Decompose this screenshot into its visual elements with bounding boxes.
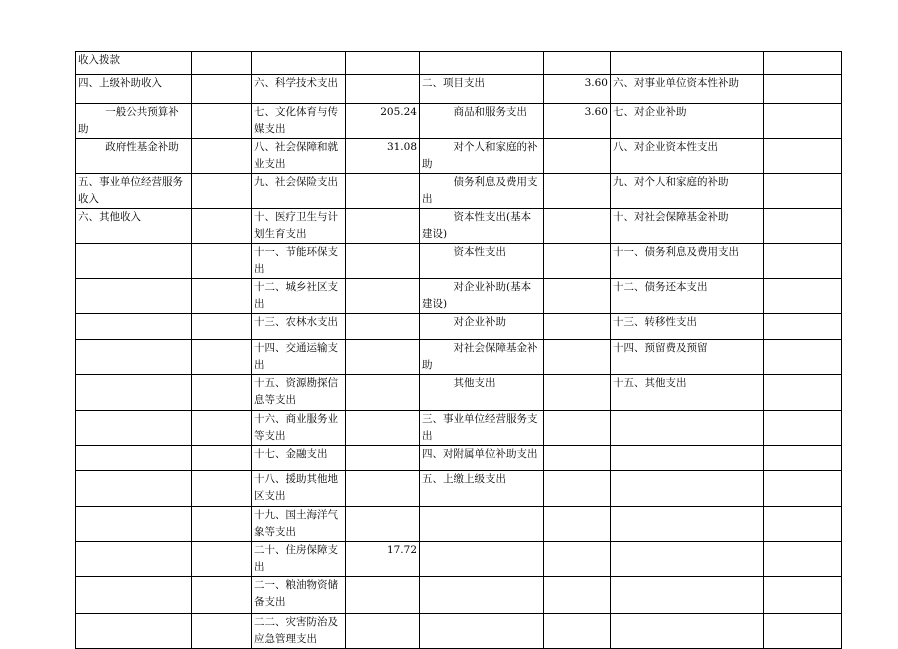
table-cell: 七、对企业补助 — [611, 104, 764, 139]
table-cell — [76, 244, 192, 279]
table-cell — [192, 411, 252, 446]
table-cell: 三、事业单位经营服务支出 — [420, 411, 544, 446]
table-cell — [764, 52, 842, 75]
table-cell — [192, 139, 252, 174]
table-cell — [544, 507, 611, 542]
table-cell: 十二、城乡社区支出 — [252, 279, 346, 314]
table-cell — [192, 375, 252, 411]
table-cell: 九、社会保险支出 — [252, 174, 346, 209]
table-cell: 资本性支出 — [420, 244, 544, 279]
table-cell — [544, 314, 611, 340]
table-cell: 十一、债务利息及费用支出 — [611, 244, 764, 279]
table-cell: 31.08 — [346, 139, 420, 174]
table-row — [76, 446, 842, 471]
table-cell: 二一、粮油物资储备支出 — [252, 577, 346, 614]
table-cell — [764, 411, 842, 446]
table-cell — [764, 614, 842, 649]
table-cell — [346, 507, 420, 542]
table-cell — [76, 279, 192, 314]
table-cell: 一般公共预算补助 — [76, 104, 192, 139]
table-cell — [544, 577, 611, 614]
table-row — [76, 471, 842, 507]
table-cell — [76, 446, 192, 471]
table-cell — [192, 52, 252, 75]
table-cell: 七、文化体育与传媒支出 — [252, 104, 346, 139]
table-row — [76, 542, 842, 577]
table-cell — [346, 614, 420, 649]
table-cell: 对个人和家庭的补助 — [420, 139, 544, 174]
table-cell — [346, 375, 420, 411]
table-cell: 十四、预留费及预留 — [611, 340, 764, 375]
table-cell: 收入拨款 — [76, 52, 192, 75]
table-cell — [252, 52, 346, 75]
table-cell — [764, 75, 842, 104]
table-cell — [192, 542, 252, 577]
table-cell — [346, 577, 420, 614]
table-cell — [764, 507, 842, 542]
table-cell: 205.24 — [346, 104, 420, 139]
table-row — [76, 340, 842, 375]
table-cell: 十八、援助其他地区支出 — [252, 471, 346, 507]
table-cell — [544, 471, 611, 507]
table-cell — [544, 174, 611, 209]
table-cell: 17.72 — [346, 542, 420, 577]
table-cell — [764, 244, 842, 279]
table-cell: 对社会保障基金补助 — [420, 340, 544, 375]
table-cell — [764, 577, 842, 614]
table-cell: 五、上缴上级支出 — [420, 471, 544, 507]
budget-table — [75, 51, 842, 649]
table-cell — [346, 244, 420, 279]
table-cell — [192, 75, 252, 104]
table-cell — [764, 139, 842, 174]
table-cell — [544, 375, 611, 411]
table-cell — [76, 542, 192, 577]
table-cell — [544, 244, 611, 279]
table-cell: 四、对附属单位补助支出 — [420, 446, 544, 471]
table-cell: 十、医疗卫生与计划生育支出 — [252, 209, 346, 244]
table-row — [76, 314, 842, 340]
table-cell: 十六、商业服务业等支出 — [252, 411, 346, 446]
table-cell — [544, 340, 611, 375]
table-row — [76, 174, 842, 209]
table-cell — [420, 577, 544, 614]
table-cell — [764, 314, 842, 340]
table-row — [76, 139, 842, 174]
table-cell — [192, 244, 252, 279]
table-cell: 八、对企业资本性支出 — [611, 139, 764, 174]
table-cell — [764, 375, 842, 411]
table-cell — [192, 104, 252, 139]
table-cell — [544, 411, 611, 446]
table-row — [76, 375, 842, 411]
table-cell — [76, 375, 192, 411]
table-cell: 政府性基金补助 — [76, 139, 192, 174]
table-cell — [76, 411, 192, 446]
table-cell — [346, 279, 420, 314]
table-cell: 十三、转移性支出 — [611, 314, 764, 340]
table-row — [76, 577, 842, 614]
table-row — [76, 507, 842, 542]
table-cell — [420, 52, 544, 75]
table-cell — [192, 314, 252, 340]
table-cell — [346, 471, 420, 507]
table-cell — [544, 279, 611, 314]
table-cell — [764, 542, 842, 577]
table-cell: 3.60 — [544, 75, 611, 104]
table-cell — [420, 542, 544, 577]
table-cell — [76, 340, 192, 375]
table-cell — [544, 614, 611, 649]
table-cell — [764, 279, 842, 314]
table-row — [76, 411, 842, 446]
table-cell — [192, 577, 252, 614]
table-cell: 四、上级补助收入 — [76, 75, 192, 104]
table-cell: 二二、灾害防治及应急管理支出 — [252, 614, 346, 649]
table-cell: 十四、交通运输支出 — [252, 340, 346, 375]
table-cell — [76, 471, 192, 507]
table-cell — [192, 279, 252, 314]
table-cell — [76, 577, 192, 614]
table-cell: 对企业补助 — [420, 314, 544, 340]
table-cell — [611, 471, 764, 507]
table-cell — [611, 542, 764, 577]
table-cell — [420, 614, 544, 649]
table-cell — [76, 314, 192, 340]
table-cell: 十七、金融支出 — [252, 446, 346, 471]
table-cell — [192, 209, 252, 244]
table-cell — [544, 446, 611, 471]
table-cell: 九、对个人和家庭的补助 — [611, 174, 764, 209]
table-cell — [420, 507, 544, 542]
table-cell: 3.60 — [544, 104, 611, 139]
table-cell: 六、其他收入 — [76, 209, 192, 244]
table-cell — [544, 209, 611, 244]
table-cell — [346, 174, 420, 209]
table-cell — [544, 139, 611, 174]
table-cell — [192, 340, 252, 375]
table-cell — [192, 471, 252, 507]
table-cell — [76, 507, 192, 542]
table-row — [76, 52, 842, 75]
table-cell — [544, 542, 611, 577]
table-cell — [611, 446, 764, 471]
table-cell — [544, 52, 611, 75]
table-cell: 商品和服务支出 — [420, 104, 544, 139]
table-cell: 六、对事业单位资本性补助 — [611, 75, 764, 104]
table-row — [76, 614, 842, 649]
table-cell — [611, 507, 764, 542]
table-cell — [611, 577, 764, 614]
table-row — [76, 279, 842, 314]
table-cell: 八、社会保障和就业支出 — [252, 139, 346, 174]
table-cell — [764, 471, 842, 507]
table-row — [76, 75, 842, 104]
table-cell — [764, 446, 842, 471]
table-cell: 债务利息及费用支出 — [420, 174, 544, 209]
table-cell — [346, 314, 420, 340]
table-cell: 十、对社会保障基金补助 — [611, 209, 764, 244]
table-cell: 十五、资源勘探信息等支出 — [252, 375, 346, 411]
table-cell — [764, 104, 842, 139]
table-row — [76, 244, 842, 279]
table-cell: 二十、住房保障支出 — [252, 542, 346, 577]
table-cell — [192, 446, 252, 471]
table-cell — [764, 174, 842, 209]
table-row — [76, 209, 842, 244]
table-cell: 五、事业单位经营服务收入 — [76, 174, 192, 209]
table-cell — [764, 209, 842, 244]
table-cell — [611, 614, 764, 649]
table-cell: 十三、农林水支出 — [252, 314, 346, 340]
table-cell: 二、项目支出 — [420, 75, 544, 104]
table-cell — [346, 75, 420, 104]
table-cell: 十一、节能环保支出 — [252, 244, 346, 279]
table-cell: 六、科学技术支出 — [252, 75, 346, 104]
table-cell — [346, 52, 420, 75]
table-cell: 十二、债务还本支出 — [611, 279, 764, 314]
table-cell — [346, 446, 420, 471]
table-cell — [346, 411, 420, 446]
table-cell — [764, 340, 842, 375]
table-cell — [192, 507, 252, 542]
table-cell — [192, 614, 252, 649]
table-cell — [76, 614, 192, 649]
table-cell — [611, 411, 764, 446]
table-cell: 资本性支出(基本建设) — [420, 209, 544, 244]
table-cell — [346, 340, 420, 375]
table-body — [76, 52, 842, 649]
table-cell: 其他支出 — [420, 375, 544, 411]
table-cell: 十五、其他支出 — [611, 375, 764, 411]
table-cell — [346, 209, 420, 244]
table-cell — [192, 174, 252, 209]
table-cell: 对企业补助(基本建设) — [420, 279, 544, 314]
table-cell — [611, 52, 764, 75]
table-row — [76, 104, 842, 139]
table-cell: 十九、国土海洋气象等支出 — [252, 507, 346, 542]
